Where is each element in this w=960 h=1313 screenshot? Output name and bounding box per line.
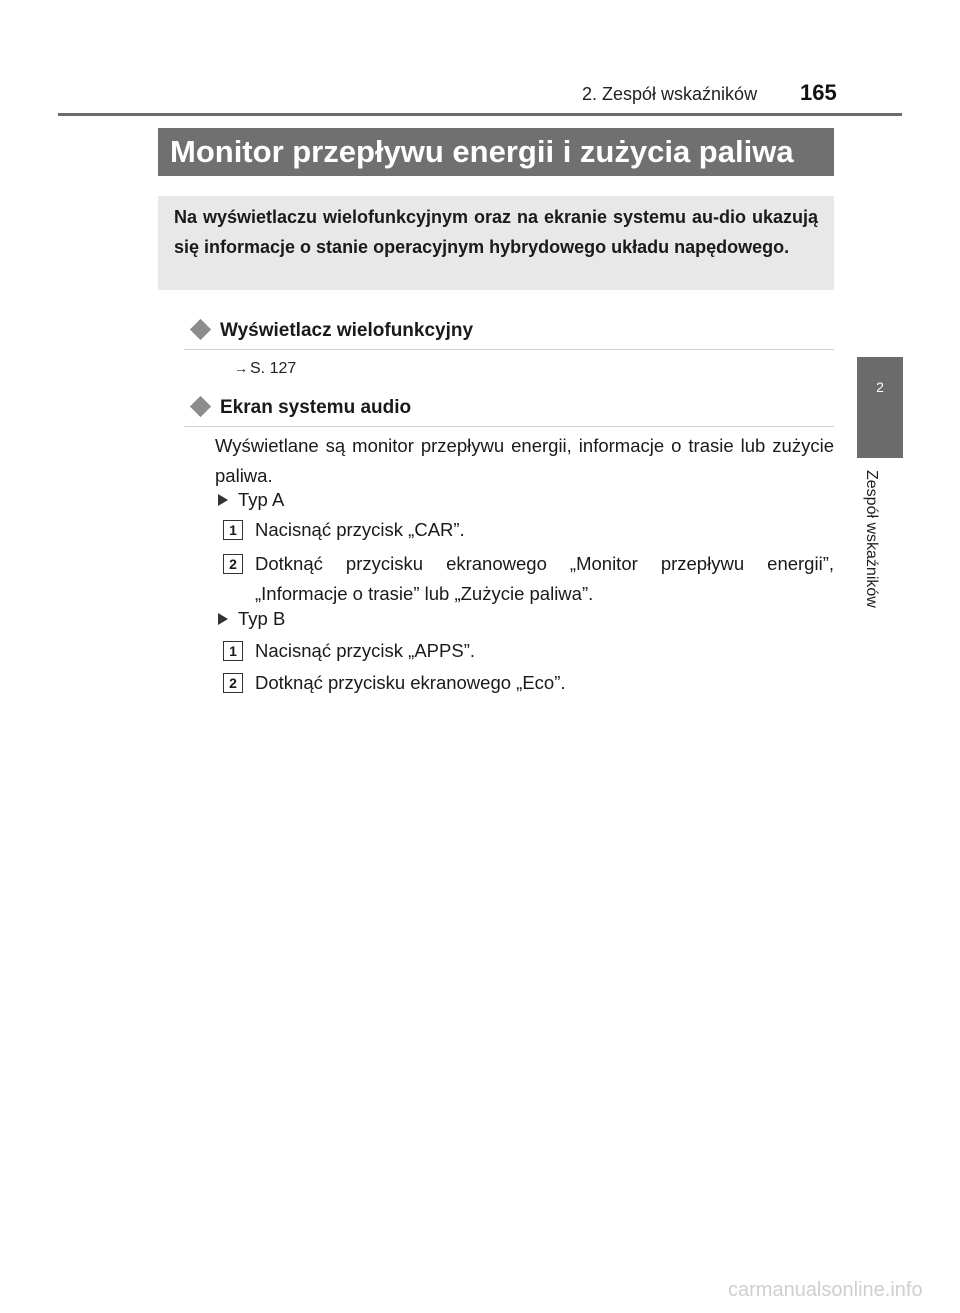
header-divider bbox=[58, 113, 902, 116]
section-heading-text: Ekran systemu audio bbox=[220, 397, 412, 418]
chapter-side-label: Zespół wskaźników bbox=[863, 470, 880, 608]
step-item bbox=[223, 636, 834, 666]
intro-box: Na wyświetlaczu wielofunkcyjnym oraz na ekranie systemu au-dio ukazują się informacje o stanie operacyjnym hybrydowego układu napędowego. bbox=[158, 196, 834, 290]
type-b-label bbox=[218, 608, 285, 630]
type-label-text: Typ B bbox=[238, 608, 286, 629]
section-divider bbox=[184, 426, 834, 427]
section-heading-multifunction-display bbox=[189, 320, 473, 342]
page-reference-link[interactable] bbox=[234, 360, 296, 378]
page-title: Monitor przepływu energii i zużycia paliwa bbox=[158, 128, 834, 176]
step-item bbox=[223, 549, 834, 609]
triangle-bullet-icon bbox=[218, 613, 228, 625]
step-number-badge: 2 bbox=[223, 673, 243, 693]
type-label-text: Typ A bbox=[238, 489, 285, 510]
arrow-right-icon: → bbox=[234, 360, 248, 376]
step-text: Nacisnąć przycisk „CAR”. bbox=[255, 519, 465, 540]
step-item bbox=[223, 668, 834, 698]
step-number-badge: 1 bbox=[223, 520, 243, 540]
step-text: Dotknąć przycisku ekranowego „Monitor przepływu energii”, „Informacje o trasie” lub „Zużycie paliwa”. bbox=[255, 553, 834, 604]
step-text: Dotknąć przycisku ekranowego „Eco”. bbox=[255, 672, 566, 693]
step-number-badge: 2 bbox=[223, 554, 243, 574]
type-a-label bbox=[218, 489, 284, 511]
triangle-bullet-icon bbox=[218, 494, 228, 506]
chapter-title: 2. Zespół wskaźników bbox=[582, 84, 758, 104]
chapter-side-tab: 2 bbox=[857, 357, 903, 458]
step-text: Nacisnąć przycisk „APPS”. bbox=[255, 640, 475, 661]
diamond-bullet-icon bbox=[190, 319, 211, 340]
diamond-bullet-icon bbox=[190, 396, 211, 417]
page-reference-text: S. 127 bbox=[250, 360, 297, 377]
section-body-text: Wyświetlane są monitor przepływu energii, informacje o trasie lub zużycie paliwa. bbox=[215, 435, 834, 486]
step-number-badge: 1 bbox=[223, 641, 243, 661]
section-heading-audio-screen bbox=[189, 397, 411, 419]
page-number: 165 bbox=[800, 80, 837, 105]
section-divider bbox=[184, 349, 834, 350]
watermark: carmanualsonline.info bbox=[728, 1279, 923, 1301]
section-heading-text: Wyświetlacz wielofunkcyjny bbox=[220, 320, 474, 341]
step-item bbox=[223, 515, 834, 545]
